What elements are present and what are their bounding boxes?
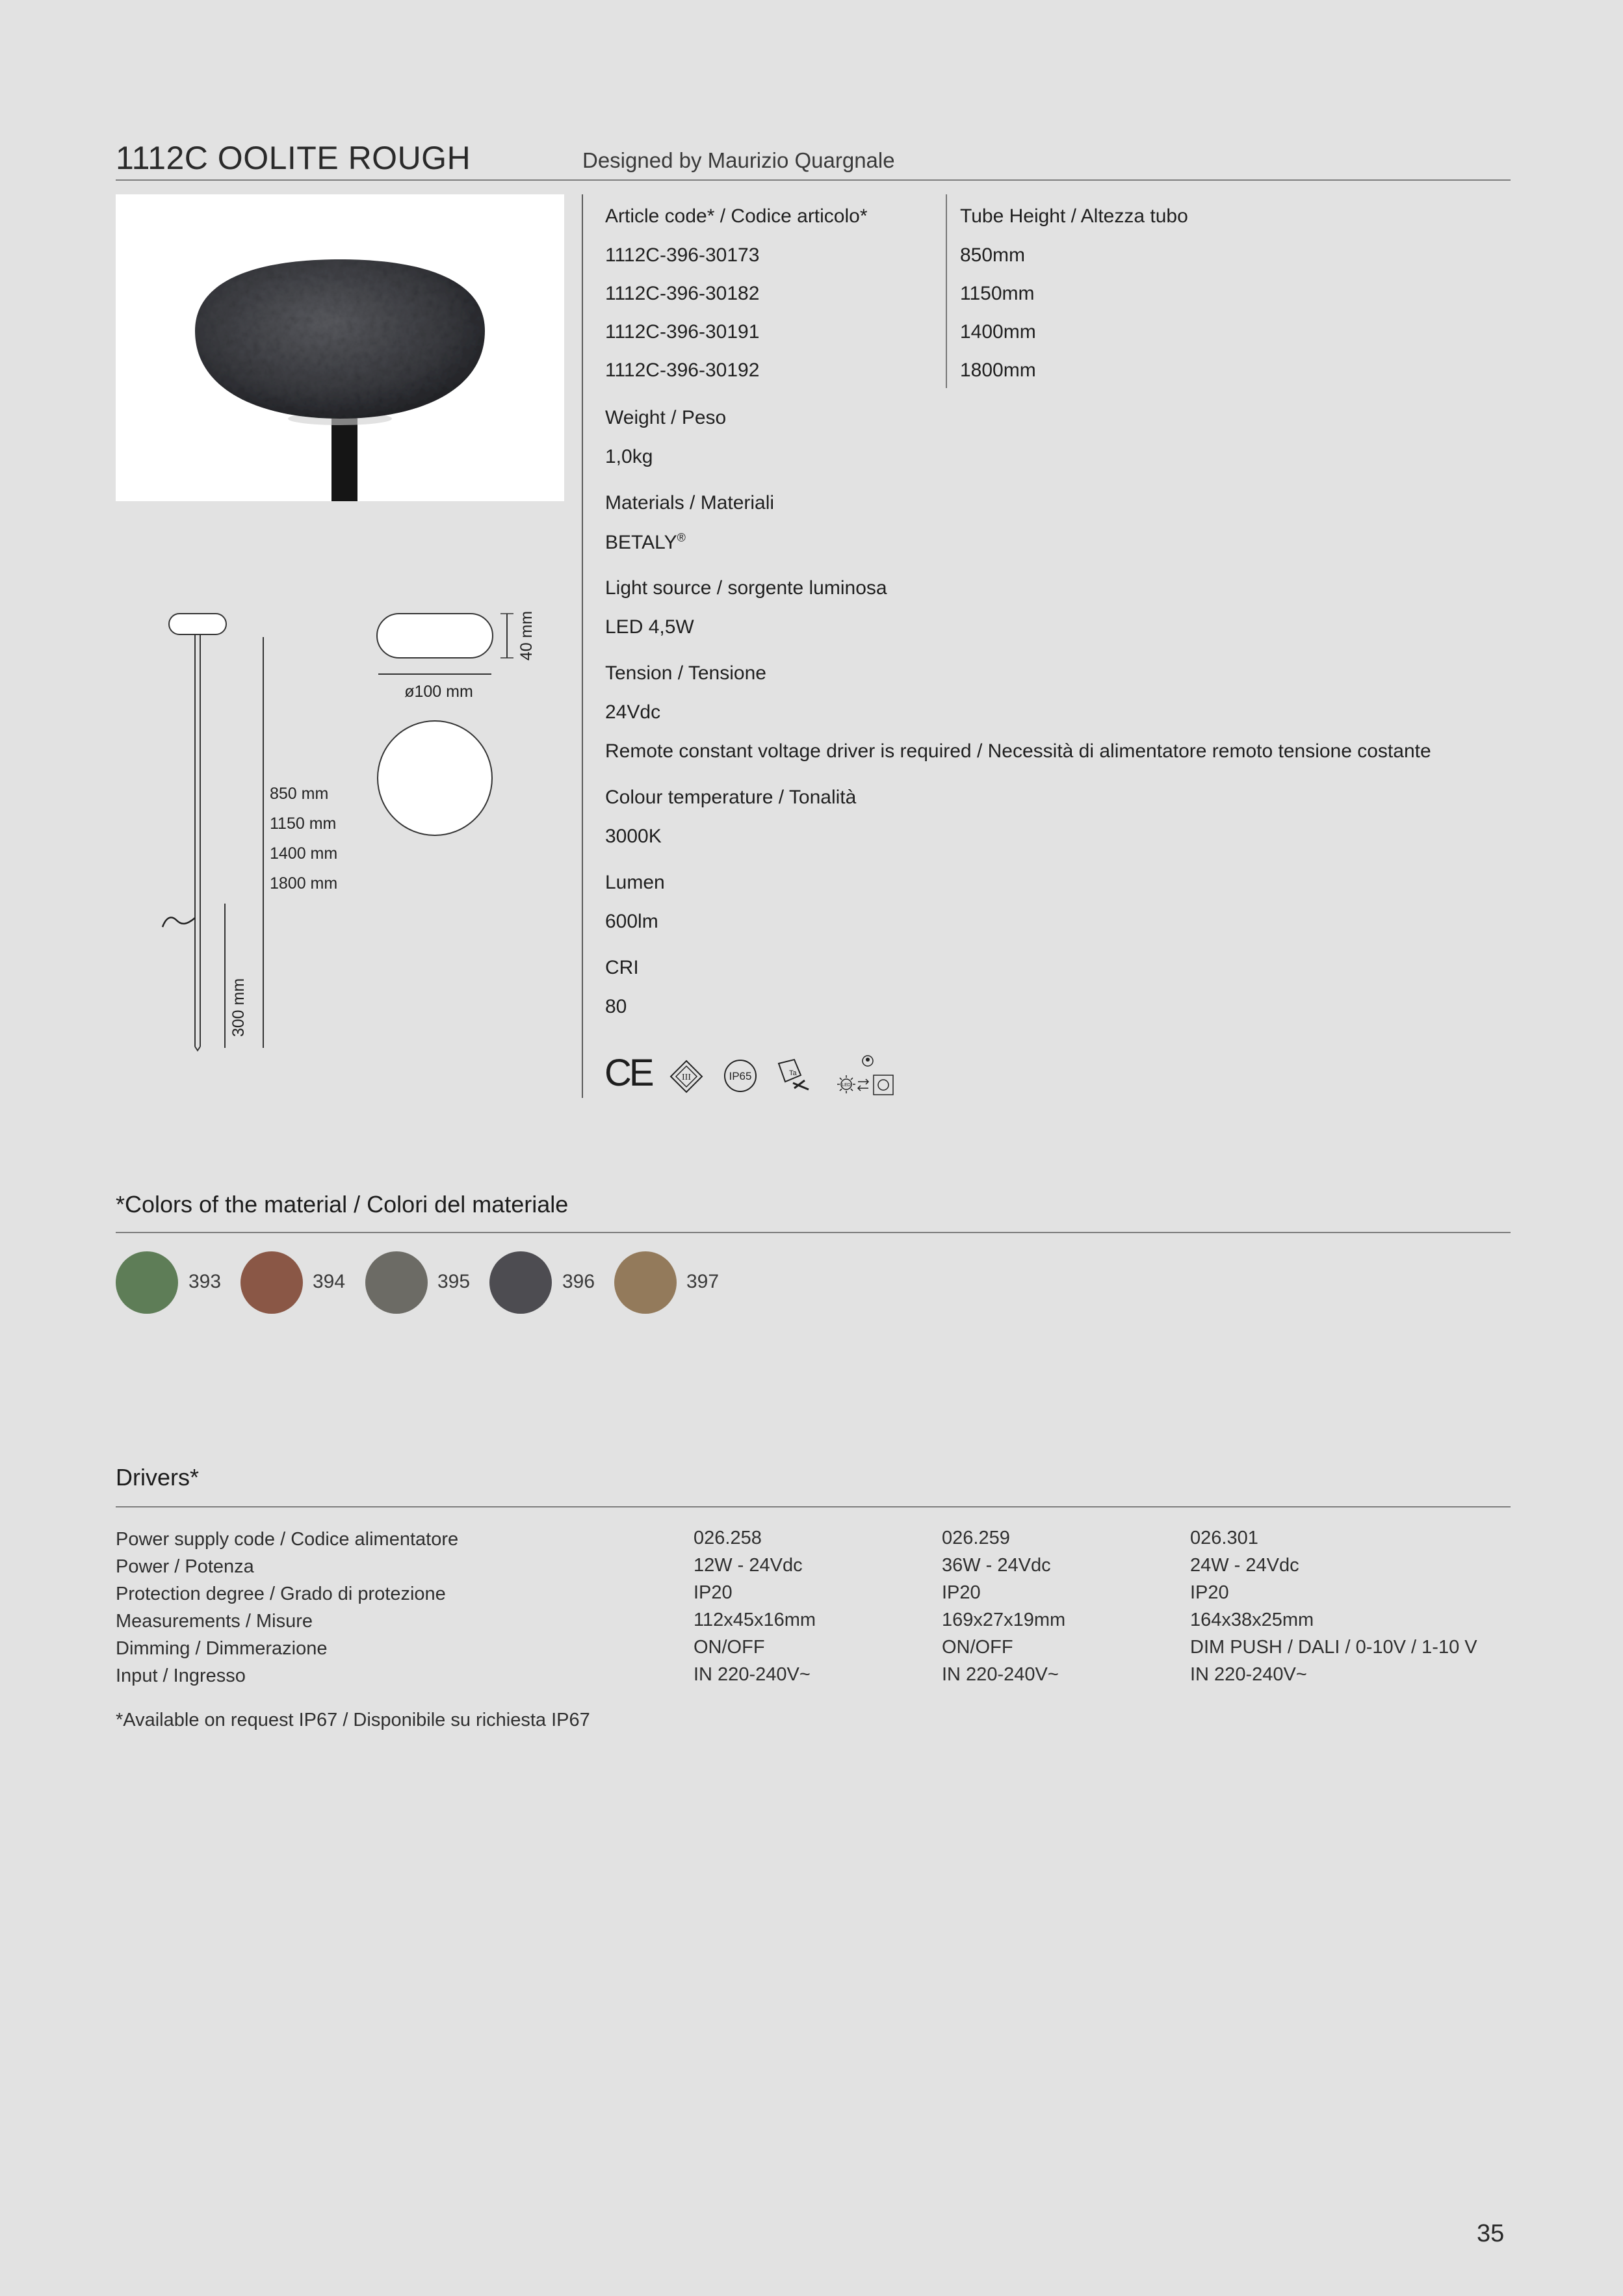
side-view-head [169, 614, 226, 634]
product-title: 1112C OOLITE ROUGH [116, 140, 471, 176]
materials-label: Materials / Materiali [605, 492, 775, 514]
drivers-divider [116, 1506, 1511, 1507]
spike-length: 300 mm [229, 978, 248, 1037]
tension-value: 24Vdc [605, 701, 661, 723]
driver-value: IP20 [1190, 1582, 1229, 1603]
article-code-label: Article code* / Codice articolo* [605, 205, 868, 227]
color-swatch-395 [365, 1251, 428, 1314]
class-iii-text: III [682, 1073, 691, 1082]
driver-label: Dimming / Dimmerazione [116, 1638, 328, 1659]
article-height: 1800mm [960, 359, 1036, 381]
designer-credit: Designed by Maurizio Quargnale [582, 148, 895, 172]
driver-value: 112x45x16mm [694, 1610, 816, 1630]
color-code: 394 [313, 1271, 346, 1292]
tension-note: Remote constant voltage driver is required / Necessità di alimentatore remoto tensione costante [605, 740, 1431, 762]
ce-icon: CE [604, 1052, 652, 1094]
driver-value: IP20 [942, 1582, 981, 1603]
driver-value: 026.258 [694, 1528, 762, 1548]
article-height: 1400mm [960, 321, 1036, 343]
driver-value: 026.259 [942, 1528, 1010, 1548]
ip65-icon [723, 1058, 758, 1093]
led-replaceable-icon [832, 1053, 903, 1099]
article-height: 1150mm [960, 283, 1035, 304]
driver-label: Power supply code / Codice alimentatore [116, 1529, 459, 1550]
article-column-divider [946, 194, 947, 388]
driver-value: ON/OFF [694, 1637, 765, 1658]
driver-label: Input / Ingresso [116, 1665, 246, 1686]
ip65-text: IP65 [729, 1070, 752, 1082]
technical-drawing [149, 605, 552, 1060]
tube-height-1800: 1800 mm [270, 874, 338, 893]
article-height: 850mm [960, 244, 1026, 266]
article-code: 1112C-396-30182 [605, 283, 760, 304]
drivers-title: Drivers* [116, 1464, 200, 1491]
materials-name: BETALY [605, 532, 677, 553]
cri-value: 80 [605, 996, 627, 1017]
registered-mark: ® [677, 531, 686, 544]
product-photo [116, 194, 564, 501]
driver-value: 164x38x25mm [1190, 1610, 1314, 1630]
led-text: LED [842, 1083, 851, 1088]
weight-label: Weight / Peso [605, 407, 727, 428]
colour-temp-value: 3000K [605, 826, 662, 847]
driver-value: 24W - 24Vdc [1190, 1555, 1299, 1576]
driver-value: 026.301 [1190, 1528, 1258, 1548]
color-code: 396 [562, 1271, 595, 1292]
certification-icons [604, 1053, 910, 1099]
lamp-photo-illustration [116, 194, 564, 501]
lumen-label: Lumen [605, 872, 665, 893]
driver-value: 36W - 24Vdc [942, 1555, 1051, 1576]
article-code: 1112C-396-30173 [605, 244, 760, 266]
tube-height-label: Tube Height / Altezza tubo [960, 205, 1188, 227]
header-divider [116, 179, 1511, 181]
color-swatch-396 [489, 1251, 552, 1314]
color-swatch-397 [614, 1251, 677, 1314]
cable-icon [162, 917, 195, 927]
tube-height-1150: 1150 mm [270, 815, 337, 833]
class-iii-icon [669, 1060, 703, 1093]
colors-divider [116, 1232, 1511, 1233]
driver-value: 12W - 24Vdc [694, 1555, 803, 1576]
head-side-view [377, 614, 493, 658]
color-code: 395 [437, 1271, 471, 1292]
color-code: 393 [188, 1271, 222, 1292]
spec-divider [582, 194, 583, 1098]
ta-text: Ta [789, 1069, 797, 1077]
materials-value [605, 531, 686, 554]
driver-value: 169x27x19mm [942, 1610, 1066, 1630]
color-swatch-394 [240, 1251, 303, 1314]
cri-label: CRI [605, 957, 639, 978]
driver-label: Measurements / Misure [116, 1611, 313, 1632]
color-swatch-393 [116, 1251, 178, 1314]
weight-value: 1,0kg [605, 446, 653, 467]
drivers-note: *Available on request IP67 / Disponibile su richiesta IP67 [116, 1710, 590, 1730]
colour-temp-label: Colour temperature / Tonalità [605, 787, 857, 808]
driver-value: IP20 [694, 1582, 733, 1603]
driver-value: IN 220-240V~ [1190, 1664, 1307, 1685]
driver-label: Protection degree / Grado di protezione [116, 1584, 446, 1604]
colors-title: *Colors of the material / Colori del materiale [116, 1191, 569, 1218]
driver-value: DIM PUSH / DALI / 0-10V / 1-10 V [1190, 1637, 1477, 1658]
lumen-value: 600lm [605, 911, 658, 932]
tension-label: Tension / Tensione [605, 662, 766, 684]
tube-height-1400: 1400 mm [270, 844, 338, 863]
head-top-view [378, 721, 492, 835]
ta-icon [775, 1056, 815, 1096]
article-code: 1112C-396-30191 [605, 321, 760, 343]
head-diameter: ø100 mm [404, 683, 473, 701]
article-code: 1112C-396-30192 [605, 359, 760, 381]
light-source-label: Light source / sorgente luminosa [605, 577, 887, 599]
tube-height-850: 850 mm [270, 785, 329, 803]
driver-value: ON/OFF [942, 1637, 1013, 1658]
driver-value: IN 220-240V~ [694, 1664, 811, 1685]
driver-value: IN 220-240V~ [942, 1664, 1059, 1685]
driver-label: Power / Potenza [116, 1556, 254, 1577]
light-source-value: LED 4,5W [605, 616, 694, 638]
color-code: 397 [686, 1271, 720, 1292]
page-number: 35 [1477, 2220, 1505, 2247]
head-height: 40 mm [517, 610, 536, 661]
